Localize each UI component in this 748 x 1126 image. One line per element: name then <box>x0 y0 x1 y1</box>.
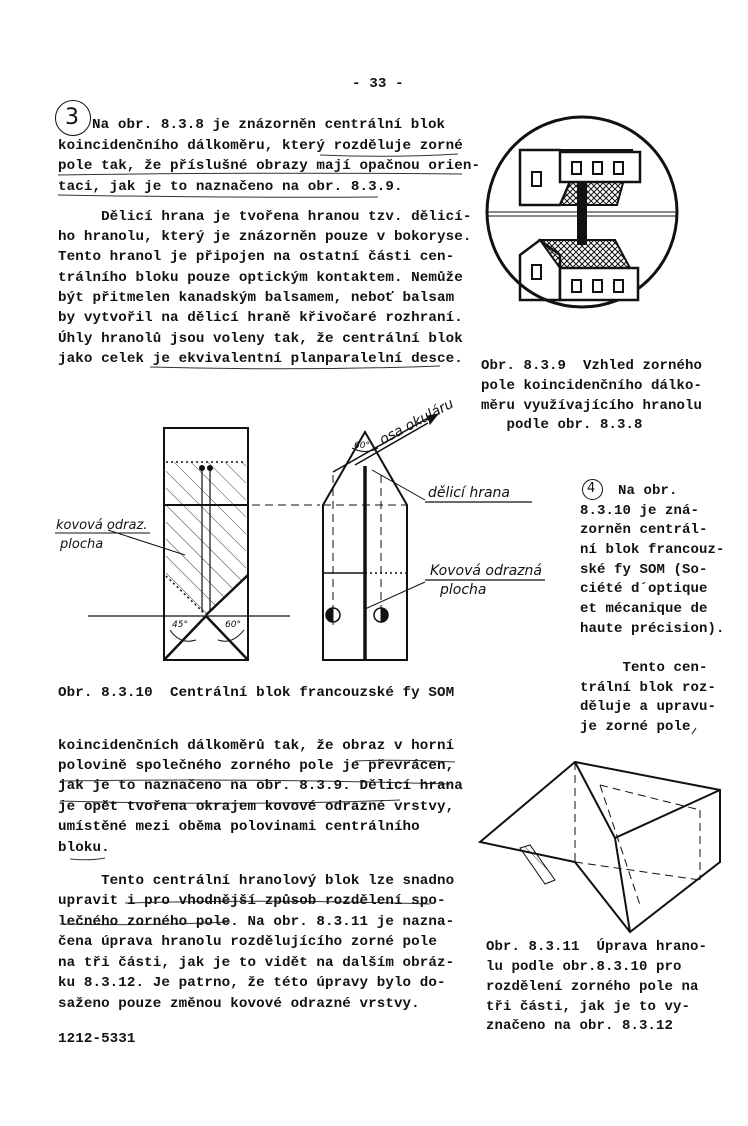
text-line: Na obr. <box>618 483 678 499</box>
document-code: 1212-5331 <box>58 1031 136 1047</box>
text-line: Na obr. 8.3.8 je znázorněn centrální blok <box>92 117 446 133</box>
text-line: je opět tvořena okrajem kovové odrazné vrstvy, <box>58 799 455 815</box>
text-line: by vytvořil na dělicí hraně křivočaré rozhraní. <box>58 310 463 326</box>
text-line: haute précision). <box>580 621 725 637</box>
label-kovova-left-2: plocha <box>60 537 104 552</box>
caption-line: pole koincidenčního dálko- <box>481 378 703 394</box>
label-kovova-left-1: kovová odraz. <box>56 518 148 533</box>
text-line: et mécanique de <box>580 601 708 617</box>
section-mark-4-label: 4 <box>587 481 596 496</box>
label-angle-left: 45° <box>172 620 188 630</box>
caption-line: lu podle obr.8.3.10 pro <box>486 959 682 975</box>
caption-line: rozdělení zorného pole na <box>486 979 699 995</box>
text-line: trální blok roz- <box>580 680 717 696</box>
figure-839-field-view <box>487 117 677 307</box>
text-line: ho hranolu, který je znázorněn pouze v bokoryse. <box>58 229 472 245</box>
caption-line: tři části, jak je to vy- <box>486 999 691 1015</box>
caption-line: měru využívajícího hranolu <box>481 398 703 414</box>
text-line: na tři části, jak je to vidět na dalším obráz- <box>58 955 455 971</box>
caption-line: Obr. 8.3.9 Vzhled zorného <box>481 358 703 374</box>
caption-line: Obr. 8.3.11 Úprava hrano- <box>486 939 708 955</box>
text-line: Tento centrální hranolový blok lze snadno <box>58 873 455 889</box>
caption-fig-8310: Obr. 8.3.10 Centrální blok francouzské fy SOM <box>58 685 455 701</box>
label-osa-okularu: osa okuláru <box>377 395 457 449</box>
section-mark-3-label: 3 <box>65 105 79 130</box>
text-line: 8.3.10 je zná- <box>580 503 700 519</box>
text-line: ku 8.3.12. Je patrno, že této úpravy bylo do- <box>58 975 446 991</box>
text-line: být přitmelen kanadským balsamem, neboť balsam <box>58 290 455 306</box>
text-line: ní blok francouz- <box>580 542 725 558</box>
text-line: jako celek je ekvivalentní planparalelní desce. <box>58 351 463 367</box>
label-kovova-right-1: Kovová odrazná <box>430 563 542 579</box>
text-line: Tento cen- <box>580 660 708 676</box>
text-line: bloku. <box>58 840 110 856</box>
figure-8311-prism <box>480 762 720 932</box>
section-mark-4 <box>582 479 603 500</box>
text-line: Úhly hranolů jsou voleny tak, že centrální blok <box>58 331 463 347</box>
text-line: upravit i pro vhodnější způsob rozdělení spo- <box>58 893 446 909</box>
page-number: - 33 - <box>352 76 404 92</box>
text-line: ciété d´optique <box>580 581 708 597</box>
text-line: je zorné pole <box>580 719 691 735</box>
text-line: koincidenčních dálkoměrů tak, že obraz v horní <box>58 738 455 754</box>
text-line: trálního bloku pouze optickým kontaktem. Nemůže <box>58 270 463 286</box>
text-line: zorněn centrál- <box>580 522 708 538</box>
text-line: lečného zorného pole. Na obr. 8.3.11 je nazna- <box>58 914 455 930</box>
text-line: taci, jak je to naznačeno na obr. 8.3.9. <box>58 179 403 195</box>
caption-line: značeno na obr. 8.3.12 <box>486 1018 674 1034</box>
text-line: ské fy SOM (So- <box>580 562 708 578</box>
label-kovova-right-2: plocha <box>440 582 487 598</box>
text-line: děluje a upravu- <box>580 699 717 715</box>
text-line: pole tak, že příslušné obrazy mají opačnou orien- <box>58 158 481 174</box>
text-line: umístěné mezi oběma polovinami centrálního <box>58 819 420 835</box>
text-line: saženo pouze změnou kovové odrazné vrstvy. <box>58 996 420 1012</box>
text-line: Dělicí hrana je tvořena hranou tzv. dělicí- <box>58 209 472 225</box>
label-angle-top: 60° <box>354 441 370 451</box>
text-line: polovině společného zorného pole je převrácen, <box>58 758 455 774</box>
text-line: koincidenčního dálkoměru, který rozděluje zorné <box>58 138 463 154</box>
text-line: Tento hranol je připojen na ostatní části cen- <box>58 249 455 265</box>
caption-line: podle obr. 8.3.8 <box>481 417 643 433</box>
label-delici-hrana: dělicí hrana <box>428 485 510 501</box>
text-line: jak je to naznačeno na obr. 8.3.9. Dělicí hrana <box>58 778 463 794</box>
label-angle-right: 60° <box>225 620 241 630</box>
text-line: čena úprava hranolu rozdělujícího zorné pole <box>58 934 438 950</box>
